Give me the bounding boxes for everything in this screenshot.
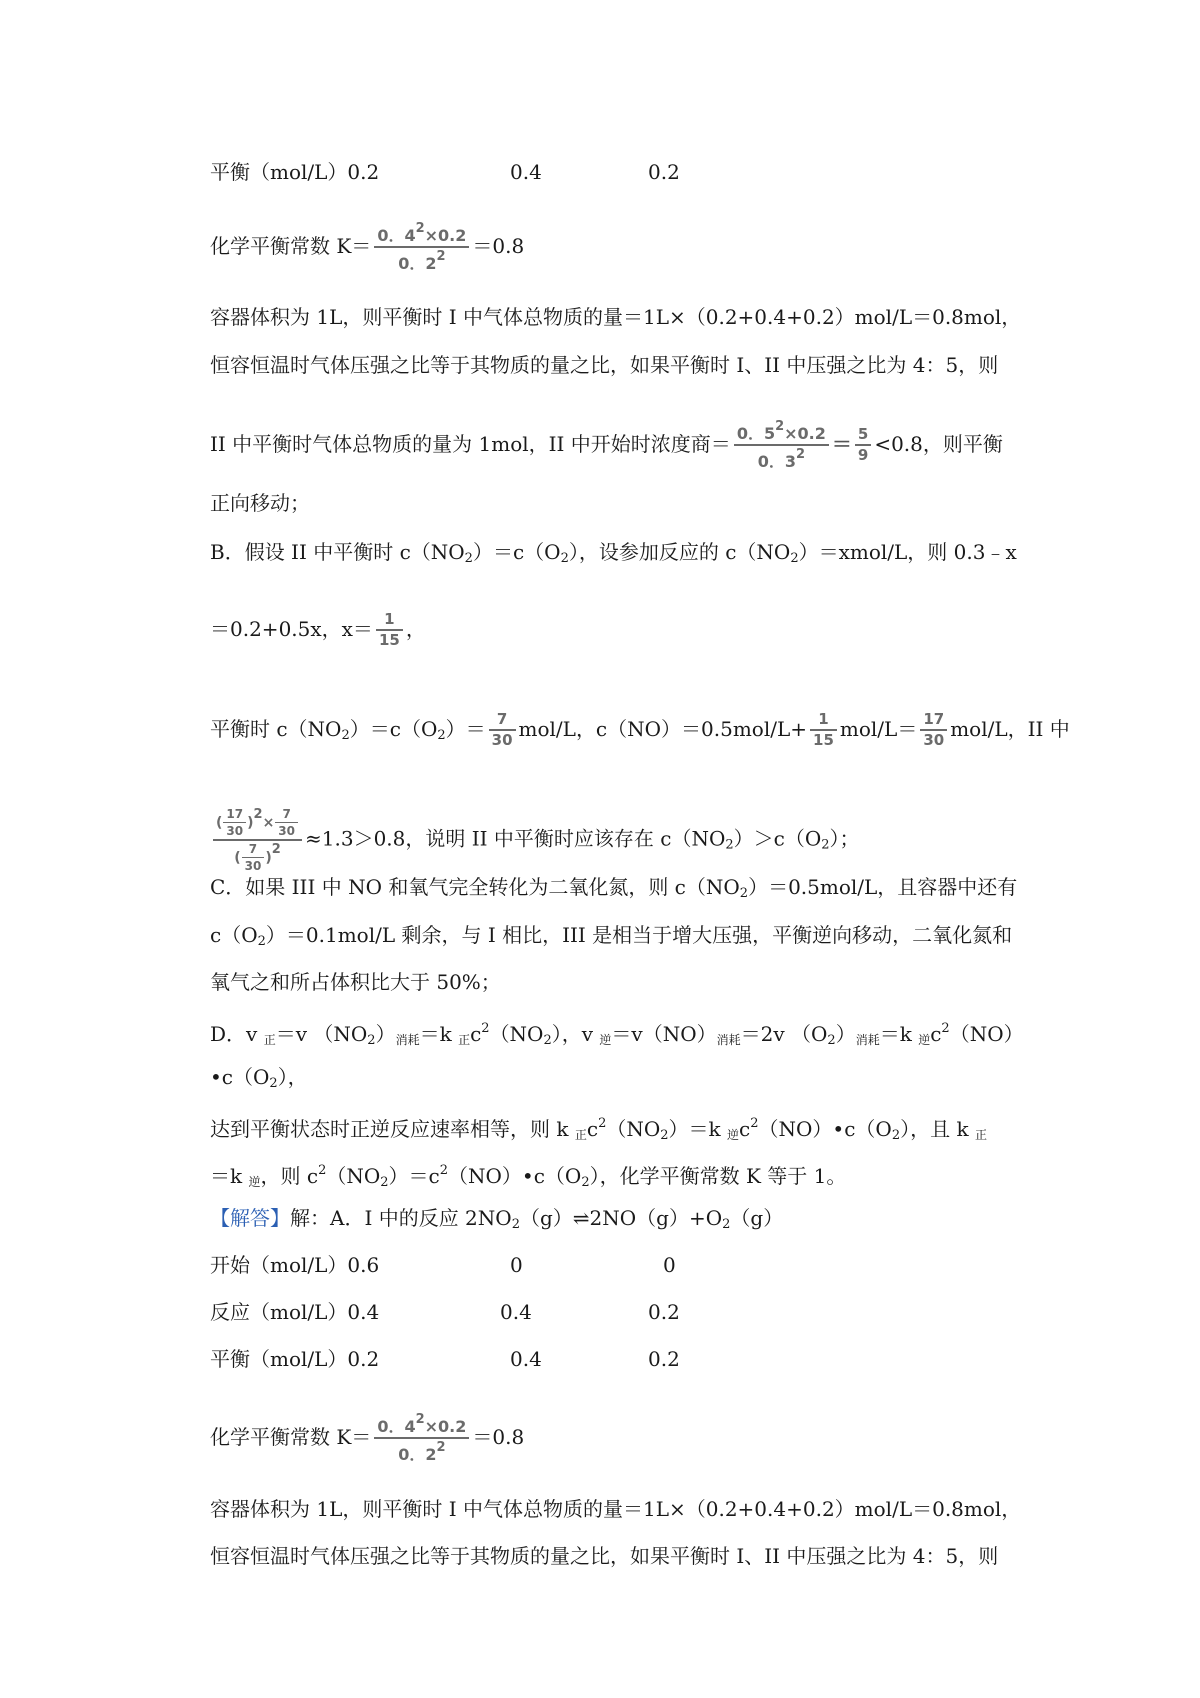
k-constant-line-top: 化学平衡常数 K＝ $\frac{0.4^2\times 0.2}{0.2^2}$ ＝0.8 xyxy=(210,221,525,273)
b-line-3: 平衡时 $c(NO_2)=c(O_2)=$ $\frac{7}{30}$ mol/L，c（NO）＝0.5mol/L+ $\frac{1}{15}$ mol/L＝ $\frac{17}{30}$ mol/L，II 中 xyxy=(210,710,1070,749)
b-line-4: ( $\frac{17}{30}$ )$^2$× $\frac{7}{30}$ ( $\frac{7}{30}$ )$^2$ ≈1.3＞0.8，说明 II 中平衡时应该存在 $c(NO_2)>c(O_2)$； xyxy=(210,808,860,872)
x-fraction: $\frac{1}{15}$ xyxy=(376,612,403,649)
c-line-1: C．如果 III 中 NO 和氧气完全转化为二氧化氮，则 $c(NO_2)=0.5mol/L$，且容器中还有 xyxy=(210,875,1018,901)
k-constant-line-answer: 化学平衡常数 K＝ $\frac{0.4^2\times 0.2}{0.2^2}$ ＝0.8 xyxy=(210,1412,525,1464)
d-line-1: D．v $_正$＝v $(NO_2)_{消耗}=k$ $_正c^2(NO_2)$，v $_逆=v(NO)_{消耗}=2v$ $(O_2)_{消耗}=k$ $_逆c^2(NO)$ xyxy=(210,1021,1024,1048)
answer-paragraph-volume: 容器体积为 1L，则平衡时 I 中气体总物质的量＝1L×（0.2+0.4+0.2）mol/L＝0.8mol， xyxy=(210,1497,1022,1521)
b-line-1: B．假设 II 中平衡时 $c(NO_2)=c(O_2)$，设参加反应的 $c(NO_2)=xmol/L$，则 0.3﹣x xyxy=(210,540,1017,566)
b-line-2: ＝0.2+0.5x，x＝ $\frac{1}{15}$ ， xyxy=(210,610,426,649)
paragraph-volume: 容器体积为 1L，则平衡时 I 中气体总物质的量＝1L×（0.2+0.4+0.2）mol/L＝0.8mol， xyxy=(210,305,1022,329)
five-ninths-fraction: $\frac{5}{9}$ xyxy=(855,427,871,464)
fraction-1-15: $\frac{1}{15}$ xyxy=(810,712,837,749)
paragraph-forward: 正向移动； xyxy=(210,491,310,515)
k-fraction: $\frac{0.4^2\times 0.2}{0.2^2}$ xyxy=(374,222,469,273)
row-value-3: 0.2 xyxy=(648,160,680,184)
answer-bracket: 【解答】 xyxy=(210,1206,290,1230)
compound-fraction: ( $\frac{17}{30}$ )$^2$× $\frac{7}{30}$ ( $\frac{7}{30}$ )$^2$ xyxy=(213,808,302,872)
c-line-3: 氧气之和所占体积比大于 50%； xyxy=(210,970,501,994)
answer-paragraph-pressure: 恒容恒温时气体压强之比等于其物质的量之比，如果平衡时 I、II 中压强之比为 4：5，则 xyxy=(210,1544,999,1568)
c-line-2: $c(O_2)=0.1mol/L$ 剩余，与 I 相比，III 是相当于增大压强，平衡逆向移动，二氧化氮和 xyxy=(210,923,1013,949)
answer-heading: 【解答】解：A．I 中的反应 $2NO_2(g)\rightleftharpoons 2NO(g)+O_2(g)$ xyxy=(210,1206,784,1232)
paragraph-quotient: II 中平衡时气体总物质的量为 1mol，II 中开始时浓度商＝ $\frac{0.5^2\times 0.2}{0.3^2}$ ＝ $\frac{5}{9}$ <0.8，则平衡 xyxy=(210,419,1003,471)
fraction-7-30: $\frac{7}{30}$ xyxy=(489,712,516,749)
paragraph-pressure: 恒容恒温时气体压强之比等于其物质的量之比，如果平衡时 I、II 中压强之比为 4：5，则 xyxy=(210,353,999,377)
fraction-17-30: $\frac{17}{30}$ xyxy=(920,712,947,749)
quotient-fraction: $\frac{0.5^2\times 0.2}{0.3^2}$ xyxy=(734,420,829,471)
k-fraction-answer: $\frac{0.4^2\times 0.2}{0.2^2}$ xyxy=(374,1413,469,1464)
row-value-2: 0.4 xyxy=(510,160,542,184)
d-line-4: ＝k $_逆$，则 $c^2(NO_2)=c^2(NO)•c(O_2)$，化学平衡常数 K 等于 1。 xyxy=(210,1163,847,1190)
d-line-3: 达到平衡状态时正逆反应速率相等，则 k $_正c^2(NO_2)=k$ $_逆c^2(NO)•c(O_2)$，且 k $_正$ xyxy=(210,1116,987,1143)
d-line-2: $•c(O_2)$， xyxy=(210,1065,308,1091)
row-label: 平衡（mol/L）0.2 xyxy=(210,160,380,184)
